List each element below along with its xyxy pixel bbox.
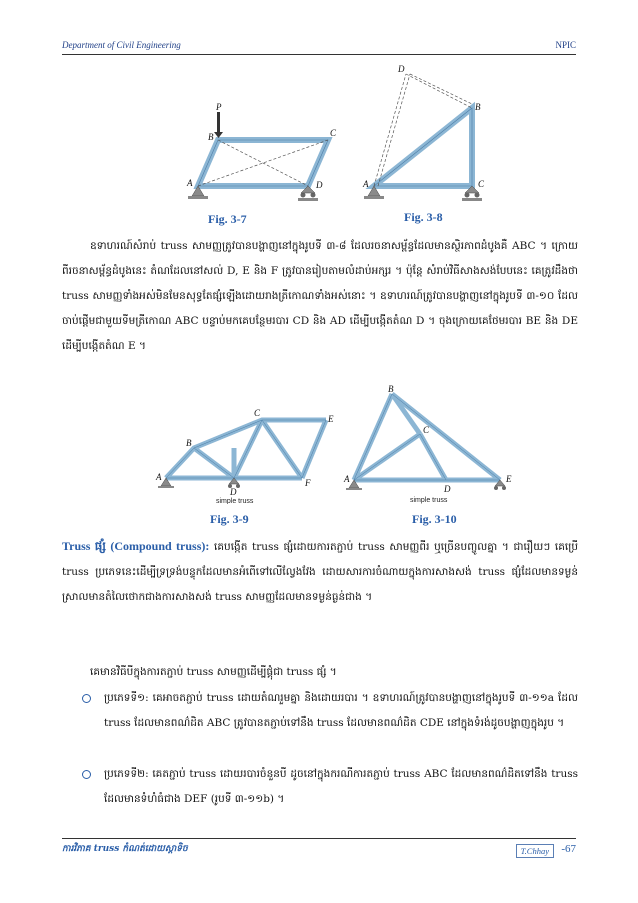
label-B: B [388,384,394,394]
label-C: C [478,179,485,189]
caption-fig-3-10: Fig. 3-10 [412,512,457,526]
footer-title: ការវិភាគ truss កំណត់ដោយស្តាទិច [62,844,188,854]
heading-compound-truss: Truss ផ្សំ (Compound truss): [62,539,210,553]
bullet-circle-icon [82,770,91,779]
paragraph-1: ឧទាហរណ៍សំរាប់ truss សាមញ្ញត្រូវបានបង្ហាញនៅក្នុងរូបទី ៣-៨ ដែលរចនាសម្ព័ន្ធដែលមានស្ថិរភាពដំបូងគឺ ABC ។ ក្រោយពីរចនាសម្ព័ន្ធដំបូងនេះ តំណដែលនៅសល់ D, E និង F ត្រូវបានរៀបតាមលំដាប់អក្សរ ។ ប៉ុន្តែ សំរាប់វិធីសាងសង់បែបនេះ គេត្រូវដឹងថា truss សាមញ្ញទាំងអស់មិនមែនសុទ្ធតែផ្សំឡើងដោយរាងត្រីកោណទាំងអស់នោះ ។ ឧទាហរណ៍ត្រូវបានបង្ហាញនៅក្នុងរូបទី ៣-១០ ដែលចាប់ផ្តើមជាមួយទីមត្រីកោណ ABC បន្ទាប់មកគេបន្ថែមរបារ CD និង AD ដើម្បីបង្កើតតំណ D ។ ចុងក្រោយគេថែមរបារ BE និង DE ដើម្បីបង្កើតតំណ E ។ [62,240,578,352]
label-A: A [363,179,369,189]
page-header [62,38,576,55]
label-C: C [330,128,337,138]
label-load: P [216,102,222,112]
figure-3-9 [150,402,340,504]
label-D: D [230,487,237,497]
label-B: B [186,438,192,448]
label-B: B [208,132,214,142]
figure-3-7 [170,100,350,212]
label-C: C [423,425,430,435]
subcaption-simple-truss: simple truss [216,498,254,504]
caption-fig-3-8: Fig. 3-8 [404,210,443,224]
label-E: E [506,474,512,484]
subcaption-simple-truss: simple truss [410,497,448,504]
label-D: D [316,180,323,190]
bullet-circle-icon [82,694,91,703]
label-D: D [444,484,451,494]
label-C: C [254,408,261,418]
figure-3-8 [358,62,498,210]
caption-fig-3-7: Fig. 3-7 [208,212,247,226]
header-department: Department of Civil Engineering [62,40,181,50]
footer-author-tag: T.Chhay [516,844,554,858]
paragraph-3: គេមានវិធីបីក្នុងការតភ្ជាប់ truss សាមញ្ញដើម្បីផ្គុំជា truss ផ្សំ ។ [90,666,337,678]
caption-fig-3-9: Fig. 3-9 [210,512,249,526]
label-A: A [156,472,162,482]
label-A: A [187,178,193,188]
label-E: E [328,414,334,424]
label-F: F [305,478,311,488]
bullet-type-2: ប្រភេទទី២: គេតភ្ជាប់ truss ដោយរបារចំនួនបី ដូចនៅក្នុងករណីការតភ្ជាប់ truss ABC ដែលមានពណ៌ដិតទៅនឹង truss ដែលមានទំហំធំជាង DEF (រូបទី ៣-១១b) ។ [104,762,578,812]
page-footer [62,838,576,861]
figure-3-10 [340,384,518,508]
page-number: -67 [561,843,576,855]
label-D: D [398,64,405,74]
paragraph-compound-truss [62,534,578,610]
label-B: B [475,102,481,112]
compound-truss-text: គេបង្កើត truss ផ្សំដោយការតភ្ជាប់ truss សាមញ្ញពីរ ឬច្រើនបញ្ចូលគ្នា ។ ជារឿយៗ គេប្រើ truss ប្រភេទនេះដើម្បីទ្រទ្រង់បន្ទុកដែលមានអំពើទៅលើល្វែងវែង ដោយសារការចំណាយក្នុងការសាងសង់ truss ផ្សំដែលមានទម្ងន់ស្រាលមានតំលៃថោកជាងការសាងសង់ truss សាមញ្ញដែលមានទម្ងន់ធ្ងន់ជាង ។ [62,541,579,603]
bullet-type-1: ប្រភេទទី១: គេអាចតភ្ជាប់ truss ដោយតំណរួមគ្នា និងដោយរបារ ។ ឧទាហរណ៍ត្រូវបានបង្ហាញនៅក្នុងរូបទី ៣-១១a ដែល truss ដែលមានពណ៌ដិត ABC ត្រូវបានតភ្ជាប់ទៅនឹង truss ដែលមានពណ៌ដិត CDE នៅក្នុងទំរង់ដូចបង្ហាញក្នុងរូប ។ [104,686,578,736]
header-institution: NPIC [555,40,576,50]
label-A: A [344,474,350,484]
